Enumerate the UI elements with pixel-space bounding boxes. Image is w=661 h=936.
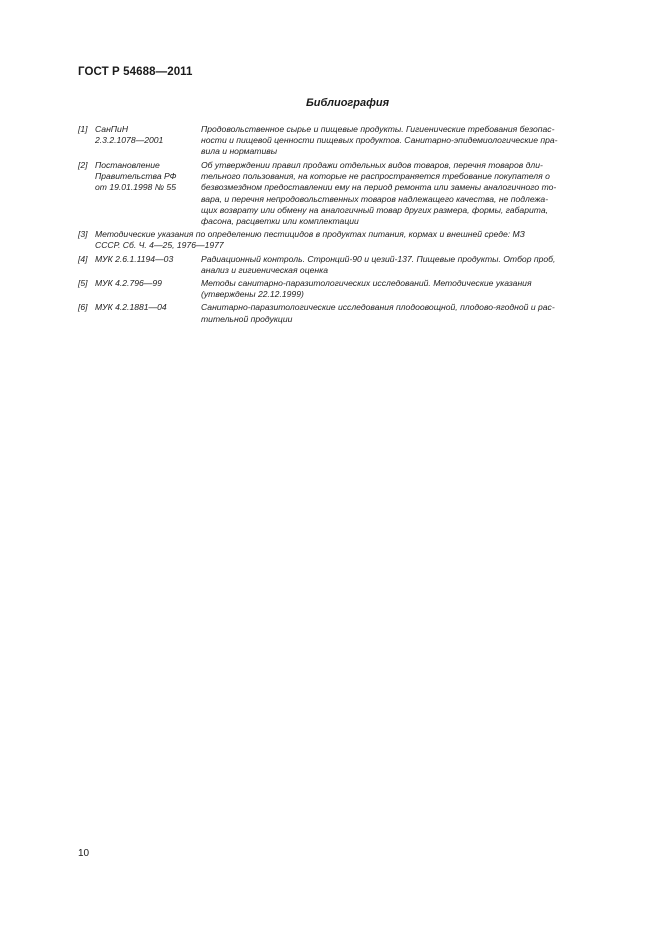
- bibliography-entry-5: [78, 278, 614, 300]
- bibliography-entry-4: [78, 254, 614, 276]
- entry-description: Методические указания по определению пестицидов в продуктах питания, кормах и внешней среде: МЗ СССР. Сб. Ч. 4—25, 1976—1977: [95, 229, 525, 251]
- entry-description: Об утверждении правил продажи отдельных видов товаров, перечня товаров дли- тельного пользования, на которые не распространяется требование покупателя о безвозмездном предоставлении ему на период ремонта или замены аналогичного то- вара, и перечня непродовольственных товаров надлежащего качества, не подлежа- щих возврату или обмену на аналогичный товар других размера, формы, габарита, фасона, расцветки или комплектации: [201, 160, 557, 227]
- entry-source: МУК 2.6.1.1194—03: [95, 253, 174, 264]
- entry-number: [2]: [78, 160, 88, 170]
- entry-number: [3]: [78, 229, 88, 240]
- entry-source: Постановление Правительства РФ от 19.01.1998 № 55: [95, 160, 177, 193]
- entry-source: МУК 4.2.796—99: [95, 278, 162, 289]
- entry-source: МУК 4.2.1881—04: [95, 302, 167, 313]
- entry-source: СанПиН 2.3.2.1078—2001: [95, 124, 164, 146]
- bibliography-title: Библиография: [305, 97, 390, 109]
- bibliography-entry-6: [78, 302, 614, 324]
- entry-description: Радиационный контроль. Стронций-90 и цезий-137. Пищевые продукты. Отбор проб, анализ и гигиеническая оценка: [201, 253, 556, 275]
- entry-description: Санитарно-паразитологические исследования плодоовощной, плодово-ягодной и рас- тительной продукции: [201, 302, 555, 324]
- entry-description: Продовольственное сырье и пищевые продукты. Гигиенические требования безопас- ности и пищевой ценности пищевых продуктов. Санитарно-эпидемиологические пра- вила и нормативы: [201, 124, 558, 157]
- entry-description: Методы санитарно-паразитологических исследований. Методические указания (утверждены 22.12.1999): [201, 278, 532, 300]
- bibliography-list: [78, 124, 614, 327]
- entry-number: [5]: [78, 278, 88, 289]
- entry-number: [4]: [78, 253, 88, 264]
- entry-number: [6]: [78, 302, 88, 313]
- document-code: ГОСТ Р 54688—2011: [78, 66, 193, 78]
- bibliography-entry-3: [78, 229, 614, 251]
- page-number: 10: [78, 848, 90, 859]
- entry-number: [1]: [78, 124, 88, 134]
- bibliography-entry-2: [78, 160, 614, 227]
- bibliography-entry-1: [78, 124, 614, 158]
